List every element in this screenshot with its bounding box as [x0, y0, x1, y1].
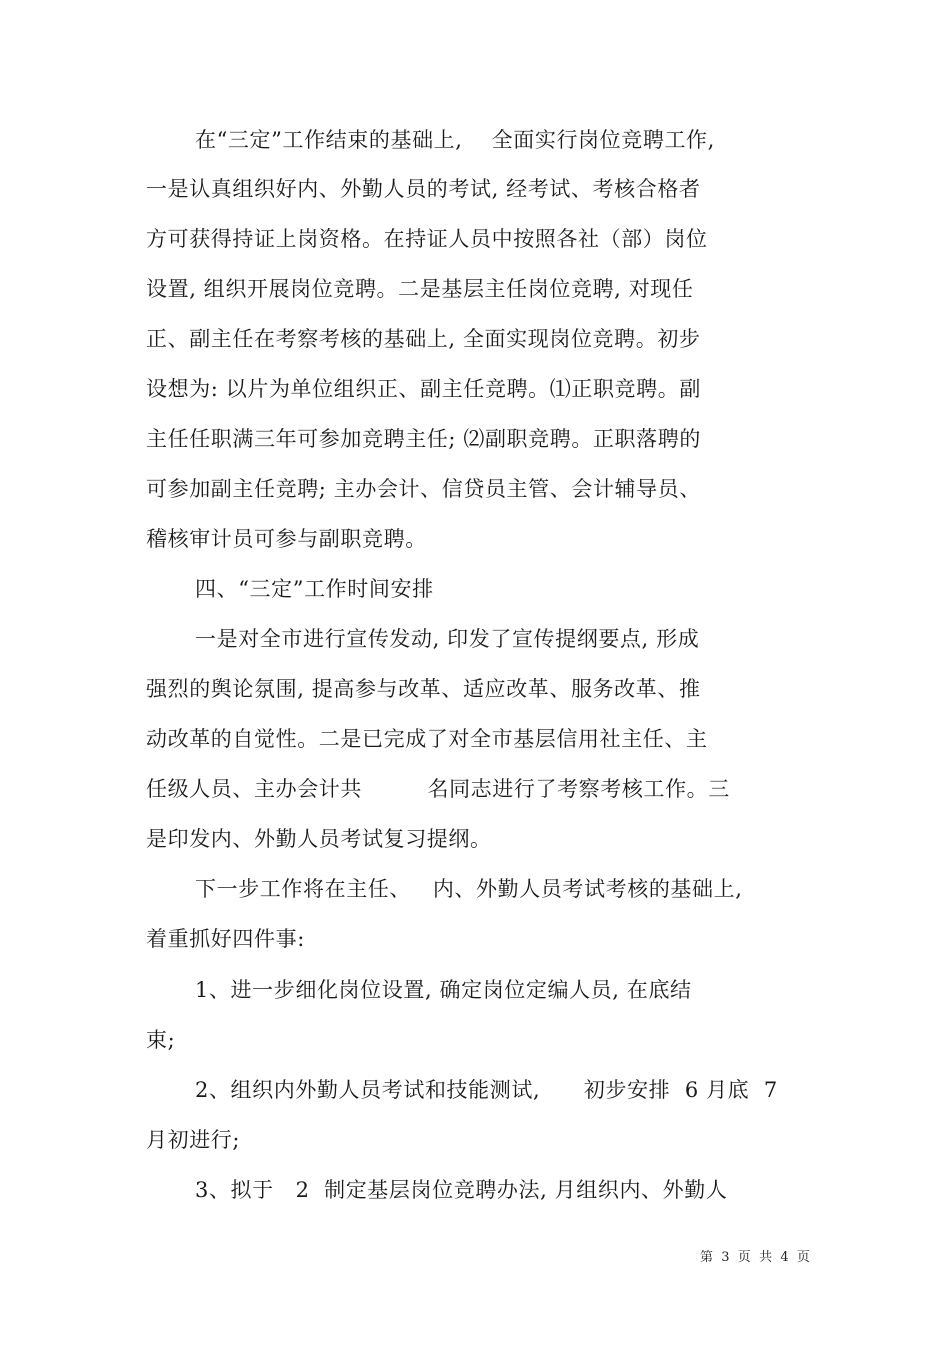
page-footer: 第 3 页 共 4 页	[700, 1250, 810, 1265]
paragraph-line: 动改革的自觉性。二是已完成了对全市基层信用社主任、主	[146, 727, 708, 751]
paragraph-line: 在“三定”工作结束的基础上, 全面实行岗位竞聘工作,	[195, 128, 715, 152]
paragraph-line: 强烈的舆论氛围, 提高参与改革、适应改革、服务改革、推	[146, 677, 701, 701]
paragraph-line: 着重抓好四件事:	[146, 927, 305, 951]
paragraph-line: 下一步工作将在主任、 内、外勤人员考试考核的基础上,	[195, 877, 743, 901]
paragraph-line: 设想为: 以片为单位组织正、副主任竞聘。⑴正职竞聘。副	[146, 377, 701, 401]
list-item-continuation: 束;	[146, 1028, 176, 1052]
paragraph-line: 方可获得持证上岗资格。在持证人员中按照各社（部）岗位	[146, 227, 708, 251]
list-item: 3、拟于 2 制定基层岗位竞聘办法, 月组织内、外勤人	[195, 1178, 728, 1202]
paragraph-line: 主任任职满三年可参加竞聘主任; ⑵副职竞聘。正职落聘的	[146, 427, 701, 451]
section-heading: 四、“三定”工作时间安排	[195, 577, 434, 601]
paragraph-line: 正、副主任在考察考核的基础上, 全面实现岗位竞聘。初步	[146, 327, 701, 351]
paragraph-line: 稽核审计员可参与副职竞聘。	[146, 527, 427, 551]
paragraph-line: 任级人员、主办会计共 名同志进行了考察考核工作。三	[146, 777, 730, 801]
paragraph-line: 是印发内、外勤人员考试复习提纲。	[146, 827, 492, 851]
paragraph-line: 设置, 组织开展岗位竞聘。二是基层主任岗位竞聘, 对现任	[146, 277, 694, 301]
list-item: 2、组织内外勤人员考试和技能测试, 初步安排 6 月底 7	[195, 1078, 778, 1102]
paragraph-line: 可参加副主任竞聘; 主办会计、信贷员主管、会计辅导员、	[146, 477, 701, 501]
paragraph-line: 一是认真组织好内、外勤人员的考试, 经考试、考核合格者	[146, 177, 701, 201]
paragraph-line: 一是对全市进行宣传发动, 印发了宣传提纲要点, 形成	[195, 627, 700, 651]
list-item: 1、进一步细化岗位设置, 确定岗位定编人员, 在底结	[195, 978, 692, 1002]
list-item-continuation: 月初进行;	[146, 1128, 241, 1152]
